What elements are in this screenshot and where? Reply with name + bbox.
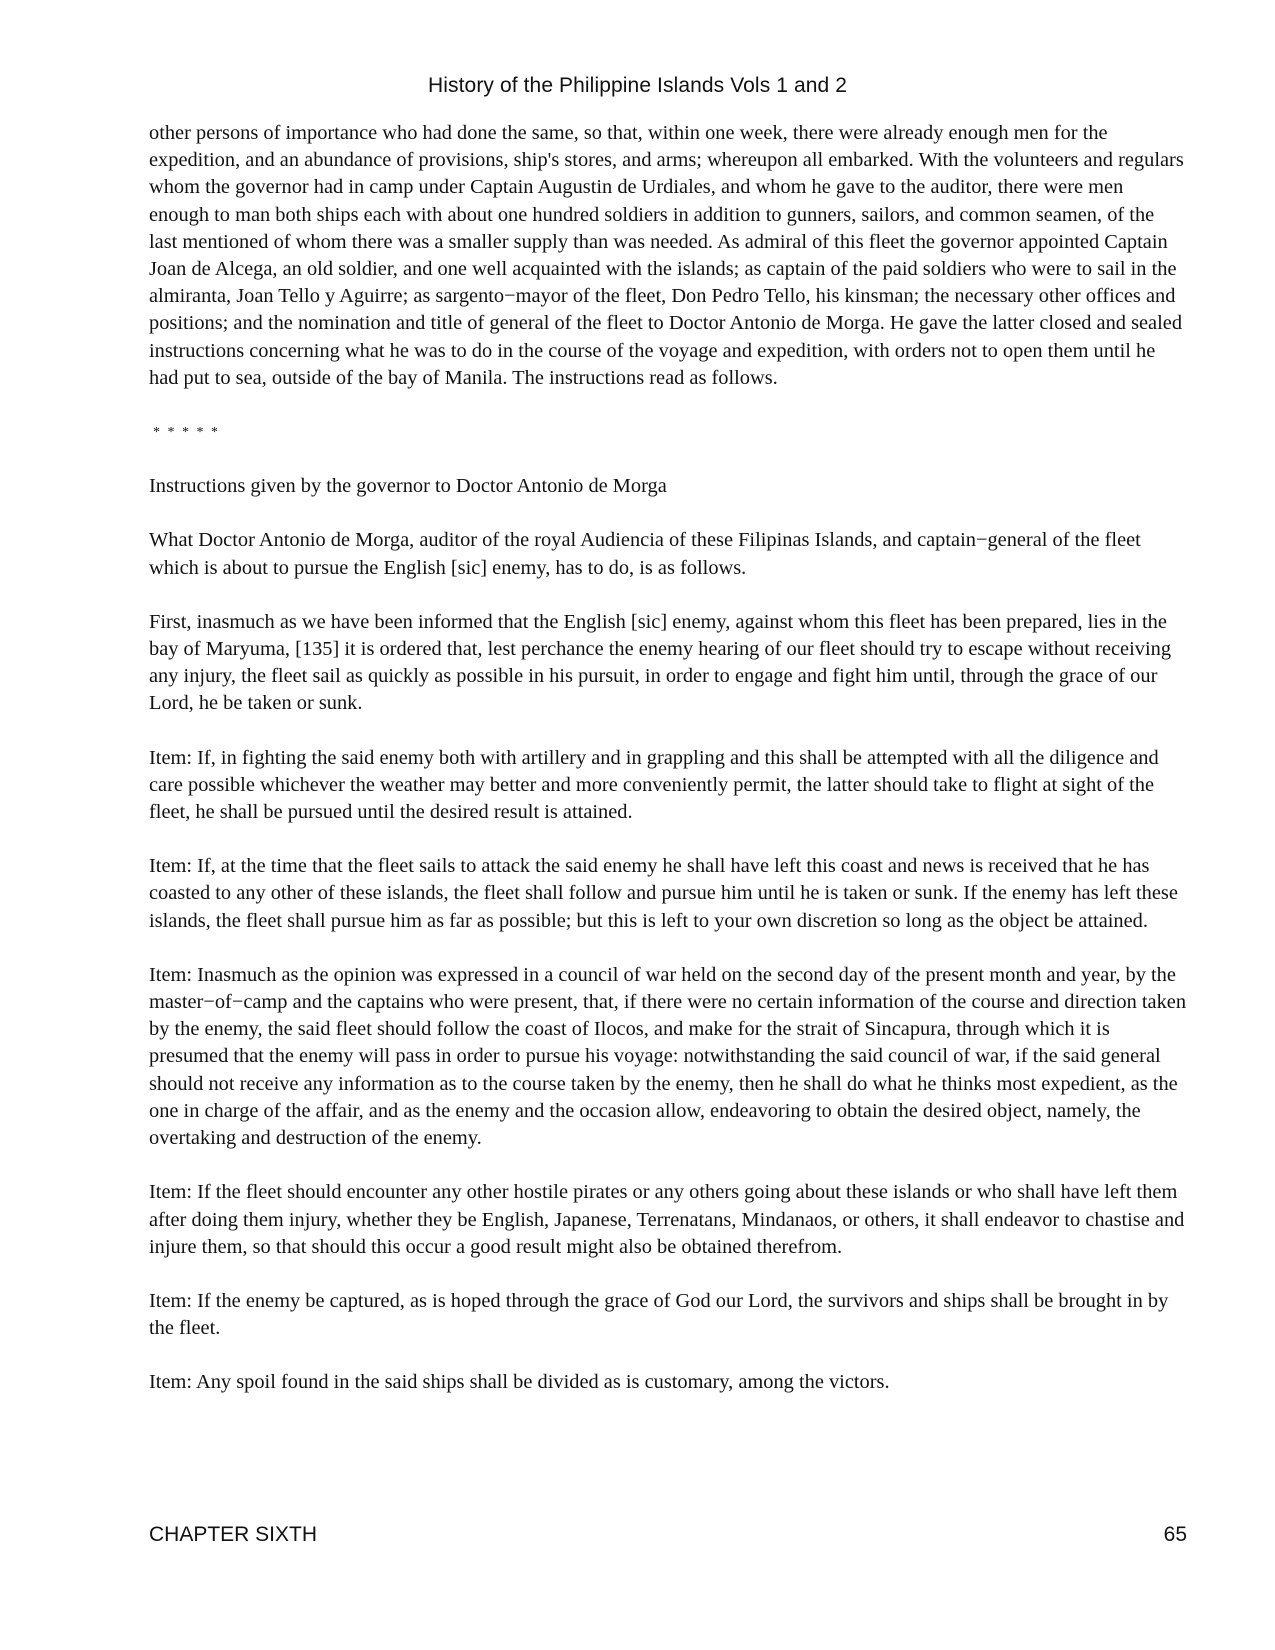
paragraph: Item: If, at the time that the fleet sails to attack the said enemy he shall have left this coast and news is received that he has coasted to any other of these islands, the fleet shall follow and pursue him until he is taken or sunk. If the enemy has left these islands, the fleet shall pursue him as far as possible; but this is left to your own discretion so long as the object be attained.: [149, 855, 1178, 932]
paragraph: First, inasmuch as we have been informed that the English [sic] enemy, against whom this fleet has been prepared, lies in the bay of Maryuma, [135] it is ordered that, lest perchance the enemy hearing of our fleet should try to escape without receiving any injury, the fleet sail as quickly as possible in his pursuit, in order to engage and fight him until, through the grace of our Lord, he be taken or sunk.: [149, 610, 1172, 715]
paragraph: Item: Any spoil found in the said ships shall be divided as is customary, among the victors.: [149, 1371, 890, 1394]
page-header-title: History of the Philippine Islands Vols 1 and 2: [427, 74, 847, 97]
page-number: 65: [1163, 1523, 1187, 1546]
paragraph: Item: If the fleet should encounter any other hostile pirates or any others going about these islands or who shall have left them after doing them injury, whether they be English, Japanese, Terrenatans, Mindanaos, or others, it shall endeavor to chastise and injure them, so that should this occur a good result might also be obtained therefrom.: [149, 1181, 1185, 1258]
paragraph: Item: Inasmuch as the opinion was expressed in a council of war held on the second day of the present month and year, by the master−of−camp and the captains who were present, that, if there were no certain information of the course and direction taken by the enemy, the said fleet should follow the coast of Ilocos, and make for the strait of Sincapura, through which it is presumed that the enemy will pass in order to pursue his voyage: notwithstanding the said council of war, if the said general should not receive any information as to the course taken by the enemy, then he shall do what he thinks most expedient, as the one in charge of the affair, and as the enemy and the occasion allow, endeavoring to obtain the desired object, namely, the overtaking and destruction of the enemy.: [149, 963, 1187, 1150]
section-heading: Instructions given by the governor to Doctor Antonio de Morga: [149, 475, 667, 498]
page-footer: [149, 1523, 1187, 1553]
section-separator: * * * * *: [153, 425, 220, 441]
paragraph: Item: If the enemy be captured, as is hoped through the grace of God our Lord, the survivors and ships shall be brought in by the fleet.: [149, 1289, 1169, 1340]
page-body: [149, 120, 1187, 1424]
paragraph: other persons of importance who had done the same, so that, within one week, there were already enough men for the expedition, and an abundance of provisions, ship's stores, and arms; whereupon all embarked. With the volunteers and regulars whom the governor had in camp under Captain Augustin de Urdiales, and whom he gave to the auditor, there were men enough to man both ships each with about one hundred soldiers in addition to gunners, sailors, and common seamen, of the last mentioned of whom there was a smaller supply than was needed. As admiral of this fleet the governor appointed Captain Joan de Alcega, an old soldier, and one well acquainted with the islands; as captain of the paid soldiers who were to sail in the almiranta, Joan Tello y Aguirre; as sargento−mayor of the fleet, Don Pedro Tello, his kinsman; the necessary other offices and positions; and the nomination and title of general of the fleet to Doctor Antonio de Morga. He gave the latter closed and sealed instructions concerning what he was to do in the course of the voyage and expedition, with orders not to open them until he had put to sea, outside of the bay of Manila. The instructions read as follows.: [149, 122, 1184, 389]
paragraph: What Doctor Antonio de Morga, auditor of the royal Audiencia of these Filipinas Islands, and captain−general of the fleet which is about to pursue the English [sic] enemy, has to do, is as follows.: [149, 529, 1141, 579]
footer-chapter: CHAPTER SIXTH: [149, 1523, 318, 1546]
paragraph: Item: If, in fighting the said enemy both with artillery and in grappling and this shall be attempted with all the diligence and care possible whichever the weather may better and more conveniently permit, the latter should take to flight at sight of the fleet, he shall be pursued until the desired result is attained.: [149, 746, 1159, 824]
